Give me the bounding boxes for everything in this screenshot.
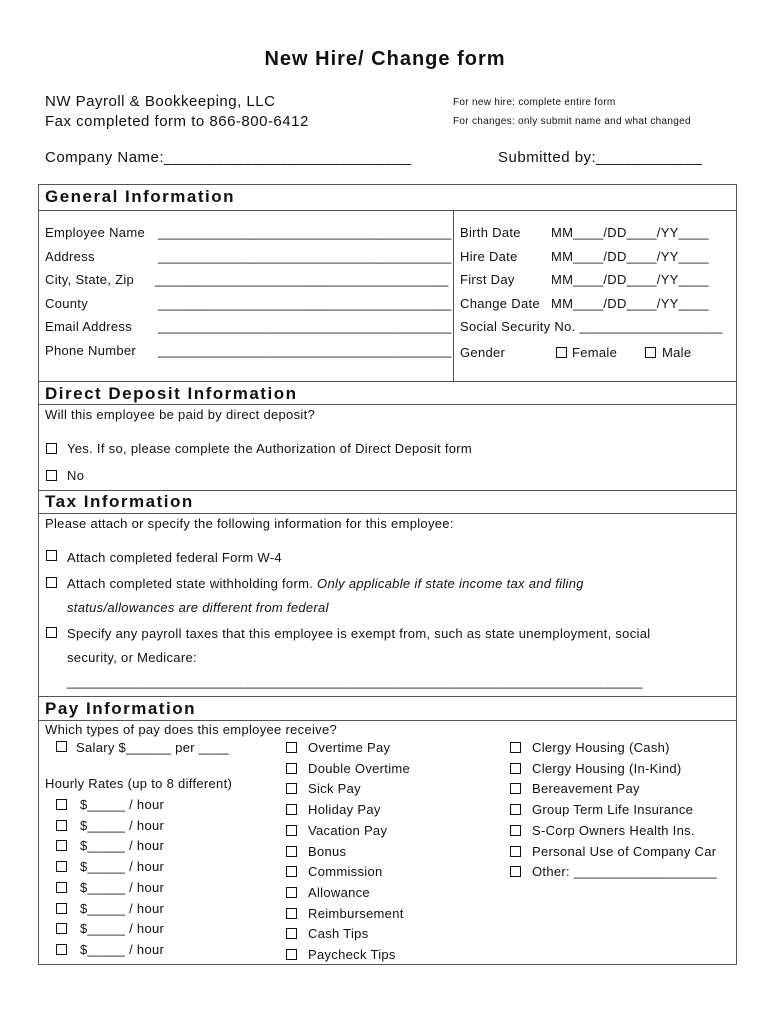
divider bbox=[38, 490, 737, 491]
direct-deposit-no-checkbox[interactable] bbox=[46, 470, 57, 481]
state-withholding-label: Attach completed state withholding form. Only applicable if state income tax and filing bbox=[67, 576, 584, 591]
pay-type-checkbox[interactable] bbox=[286, 825, 297, 836]
first-day-field[interactable]: MM____/DD____/YY____ bbox=[551, 272, 709, 287]
pay-type-checkbox[interactable] bbox=[286, 908, 297, 919]
male-checkbox[interactable] bbox=[645, 347, 656, 358]
direct-deposit-yes-label: Yes. If so, please complete the Authorization of Direct Deposit form bbox=[67, 441, 473, 456]
state-withholding-note: status/allowances are different from federal bbox=[67, 600, 329, 615]
gender-label: Gender bbox=[460, 345, 506, 360]
city-state-zip-field[interactable]: _______________________________________ bbox=[155, 272, 449, 287]
tax-instruction: Please attach or specify the following information for this employee: bbox=[45, 516, 454, 531]
tax-exempt-checkbox[interactable] bbox=[46, 627, 57, 638]
change-date-label: Change Date bbox=[460, 296, 540, 311]
pay-type-label: Allowance bbox=[308, 884, 370, 900]
county-label: County bbox=[45, 296, 88, 311]
pay-type-label: Vacation Pay bbox=[308, 822, 388, 838]
hourly-rate-checkbox[interactable] bbox=[56, 944, 67, 955]
divider bbox=[38, 513, 737, 514]
pay-type-checkbox[interactable] bbox=[286, 783, 297, 794]
birth-date-label: Birth Date bbox=[460, 225, 521, 240]
new-hire-note: For new hire: complete entire form bbox=[453, 97, 616, 108]
pay-type-checkbox[interactable] bbox=[286, 763, 297, 774]
hourly-rate-label[interactable]: $_____ / hour bbox=[80, 921, 165, 937]
hourly-rate-label[interactable]: $_____ / hour bbox=[80, 900, 165, 916]
state-withholding-checkbox[interactable] bbox=[46, 577, 57, 588]
form-title: New Hire/ Change form bbox=[264, 48, 506, 70]
pay-type-label: Holiday Pay bbox=[308, 802, 381, 818]
hourly-rate-checkbox[interactable] bbox=[56, 923, 67, 934]
tax-exempt-label-cont: security, or Medicare: bbox=[67, 650, 197, 665]
pay-type-label: Double Overtime bbox=[308, 760, 411, 776]
pay-type-checkbox[interactable] bbox=[510, 825, 521, 836]
hourly-rate-checkbox[interactable] bbox=[56, 861, 67, 872]
pay-type-label: Commission bbox=[308, 864, 383, 880]
male-label: Male bbox=[662, 345, 692, 360]
pay-type-label: Sick Pay bbox=[308, 781, 361, 797]
pay-type-label: Cash Tips bbox=[308, 926, 369, 942]
tax-exempt-field[interactable]: ___________________________________________________________________________________ bbox=[67, 674, 643, 689]
company-line: NW Payroll & Bookkeeping, LLC bbox=[45, 93, 276, 110]
hourly-rate-label[interactable]: $_____ / hour bbox=[80, 838, 165, 854]
salary-checkbox[interactable] bbox=[56, 741, 67, 752]
pay-type-checkbox[interactable] bbox=[286, 928, 297, 939]
hourly-rate-checkbox[interactable] bbox=[56, 820, 67, 831]
divider bbox=[38, 210, 737, 211]
tax-heading: Tax Information bbox=[45, 492, 194, 511]
pay-type-checkbox[interactable] bbox=[286, 846, 297, 857]
pay-type-label: Bonus bbox=[308, 843, 347, 859]
pay-type-checkbox[interactable] bbox=[286, 866, 297, 877]
fax-line: Fax completed form to 866-800-6412 bbox=[45, 113, 309, 130]
divider bbox=[453, 210, 454, 381]
pay-type-label: Overtime Pay bbox=[308, 740, 391, 755]
hourly-rate-label[interactable]: $_____ / hour bbox=[80, 941, 165, 957]
divider bbox=[38, 696, 737, 697]
hourly-rate-label[interactable]: $_____ / hour bbox=[80, 817, 165, 833]
female-label: Female bbox=[572, 345, 618, 360]
pay-type-label: Clergy Housing (Cash) bbox=[532, 740, 670, 755]
hourly-rate-checkbox[interactable] bbox=[56, 903, 67, 914]
pay-heading: Pay Information bbox=[45, 699, 196, 718]
changes-note: For changes: only submit name and what changed bbox=[453, 116, 691, 127]
address-field[interactable]: _______________________________________ bbox=[158, 249, 452, 264]
change-date-field[interactable]: MM____/DD____/YY____ bbox=[551, 296, 709, 311]
pay-type-label: S-Corp Owners Health Ins. bbox=[532, 822, 695, 838]
hourly-heading: Hourly Rates (up to 8 different) bbox=[45, 776, 233, 791]
direct-deposit-question: Will this employee be paid by direct deposit? bbox=[45, 407, 316, 422]
pay-question: Which types of pay does this employee receive? bbox=[45, 722, 337, 737]
phone-field[interactable]: _______________________________________ bbox=[158, 343, 452, 358]
email-label: Email Address bbox=[45, 319, 132, 334]
pay-type-checkbox[interactable] bbox=[510, 804, 521, 815]
pay-type-label: Clergy Housing (In-Kind) bbox=[532, 760, 682, 776]
hire-date-field[interactable]: MM____/DD____/YY____ bbox=[551, 249, 709, 264]
salary-field[interactable]: Salary $______ per ____ bbox=[76, 740, 229, 755]
hourly-rate-label[interactable]: $_____ / hour bbox=[80, 859, 165, 875]
address-label: Address bbox=[45, 249, 95, 264]
pay-type-checkbox[interactable] bbox=[286, 887, 297, 898]
pay-type-checkbox[interactable] bbox=[510, 783, 521, 794]
city-state-zip-label: City, State, Zip bbox=[45, 272, 135, 287]
employee-name-field[interactable]: _______________________________________ bbox=[158, 225, 452, 240]
pay-type-label: Other: ___________________ bbox=[532, 864, 717, 880]
female-checkbox[interactable] bbox=[556, 347, 567, 358]
divider bbox=[38, 720, 737, 721]
hire-date-label: Hire Date bbox=[460, 249, 518, 264]
hourly-rate-label[interactable]: $_____ / hour bbox=[80, 797, 165, 812]
hourly-rate-label[interactable]: $_____ / hour bbox=[80, 879, 165, 895]
direct-deposit-no-label: No bbox=[67, 468, 85, 483]
pay-type-label: Personal Use of Company Car bbox=[532, 843, 717, 859]
pay-type-label: Paycheck Tips bbox=[308, 947, 396, 962]
general-heading: General Information bbox=[45, 187, 236, 206]
direct-deposit-heading: Direct Deposit Information bbox=[45, 384, 298, 403]
hourly-rate-checkbox[interactable] bbox=[56, 882, 67, 893]
divider bbox=[38, 381, 737, 382]
pay-type-checkbox[interactable] bbox=[286, 949, 297, 960]
employee-name-label: Employee Name bbox=[45, 225, 145, 240]
first-day-label: First Day bbox=[460, 272, 515, 287]
ssn-field[interactable]: Social Security No. ___________________ bbox=[460, 319, 723, 334]
divider bbox=[38, 404, 737, 405]
county-field[interactable]: _______________________________________ bbox=[158, 296, 452, 311]
pay-type-checkbox[interactable] bbox=[510, 846, 521, 857]
pay-type-checkbox[interactable] bbox=[286, 742, 297, 753]
submitted-by-field[interactable]: Submitted by:____________ bbox=[498, 149, 703, 166]
company-name-field[interactable]: Company Name:____________________________ bbox=[45, 149, 412, 166]
phone-label: Phone Number bbox=[45, 343, 137, 358]
hourly-rate-checkbox[interactable] bbox=[56, 840, 67, 851]
w4-checkbox[interactable] bbox=[46, 550, 57, 561]
email-field[interactable]: _______________________________________ bbox=[158, 319, 452, 334]
pay-type-checkbox[interactable] bbox=[510, 742, 521, 753]
hourly-rate-checkbox[interactable] bbox=[56, 799, 67, 810]
pay-type-checkbox[interactable] bbox=[286, 804, 297, 815]
pay-type-checkbox[interactable] bbox=[510, 866, 521, 877]
birth-date-field[interactable]: MM____/DD____/YY____ bbox=[551, 225, 709, 240]
direct-deposit-yes-checkbox[interactable] bbox=[46, 443, 57, 454]
pay-type-label: Bereavement Pay bbox=[532, 781, 640, 797]
pay-type-label: Reimbursement bbox=[308, 905, 404, 921]
w4-label: Attach completed federal Form W-4 bbox=[67, 550, 282, 565]
tax-exempt-label: Specify any payroll taxes that this employee is exempt from, such as state unemployment, social bbox=[67, 626, 651, 641]
pay-type-label: Group Term Life Insurance bbox=[532, 802, 694, 818]
pay-type-checkbox[interactable] bbox=[510, 763, 521, 774]
